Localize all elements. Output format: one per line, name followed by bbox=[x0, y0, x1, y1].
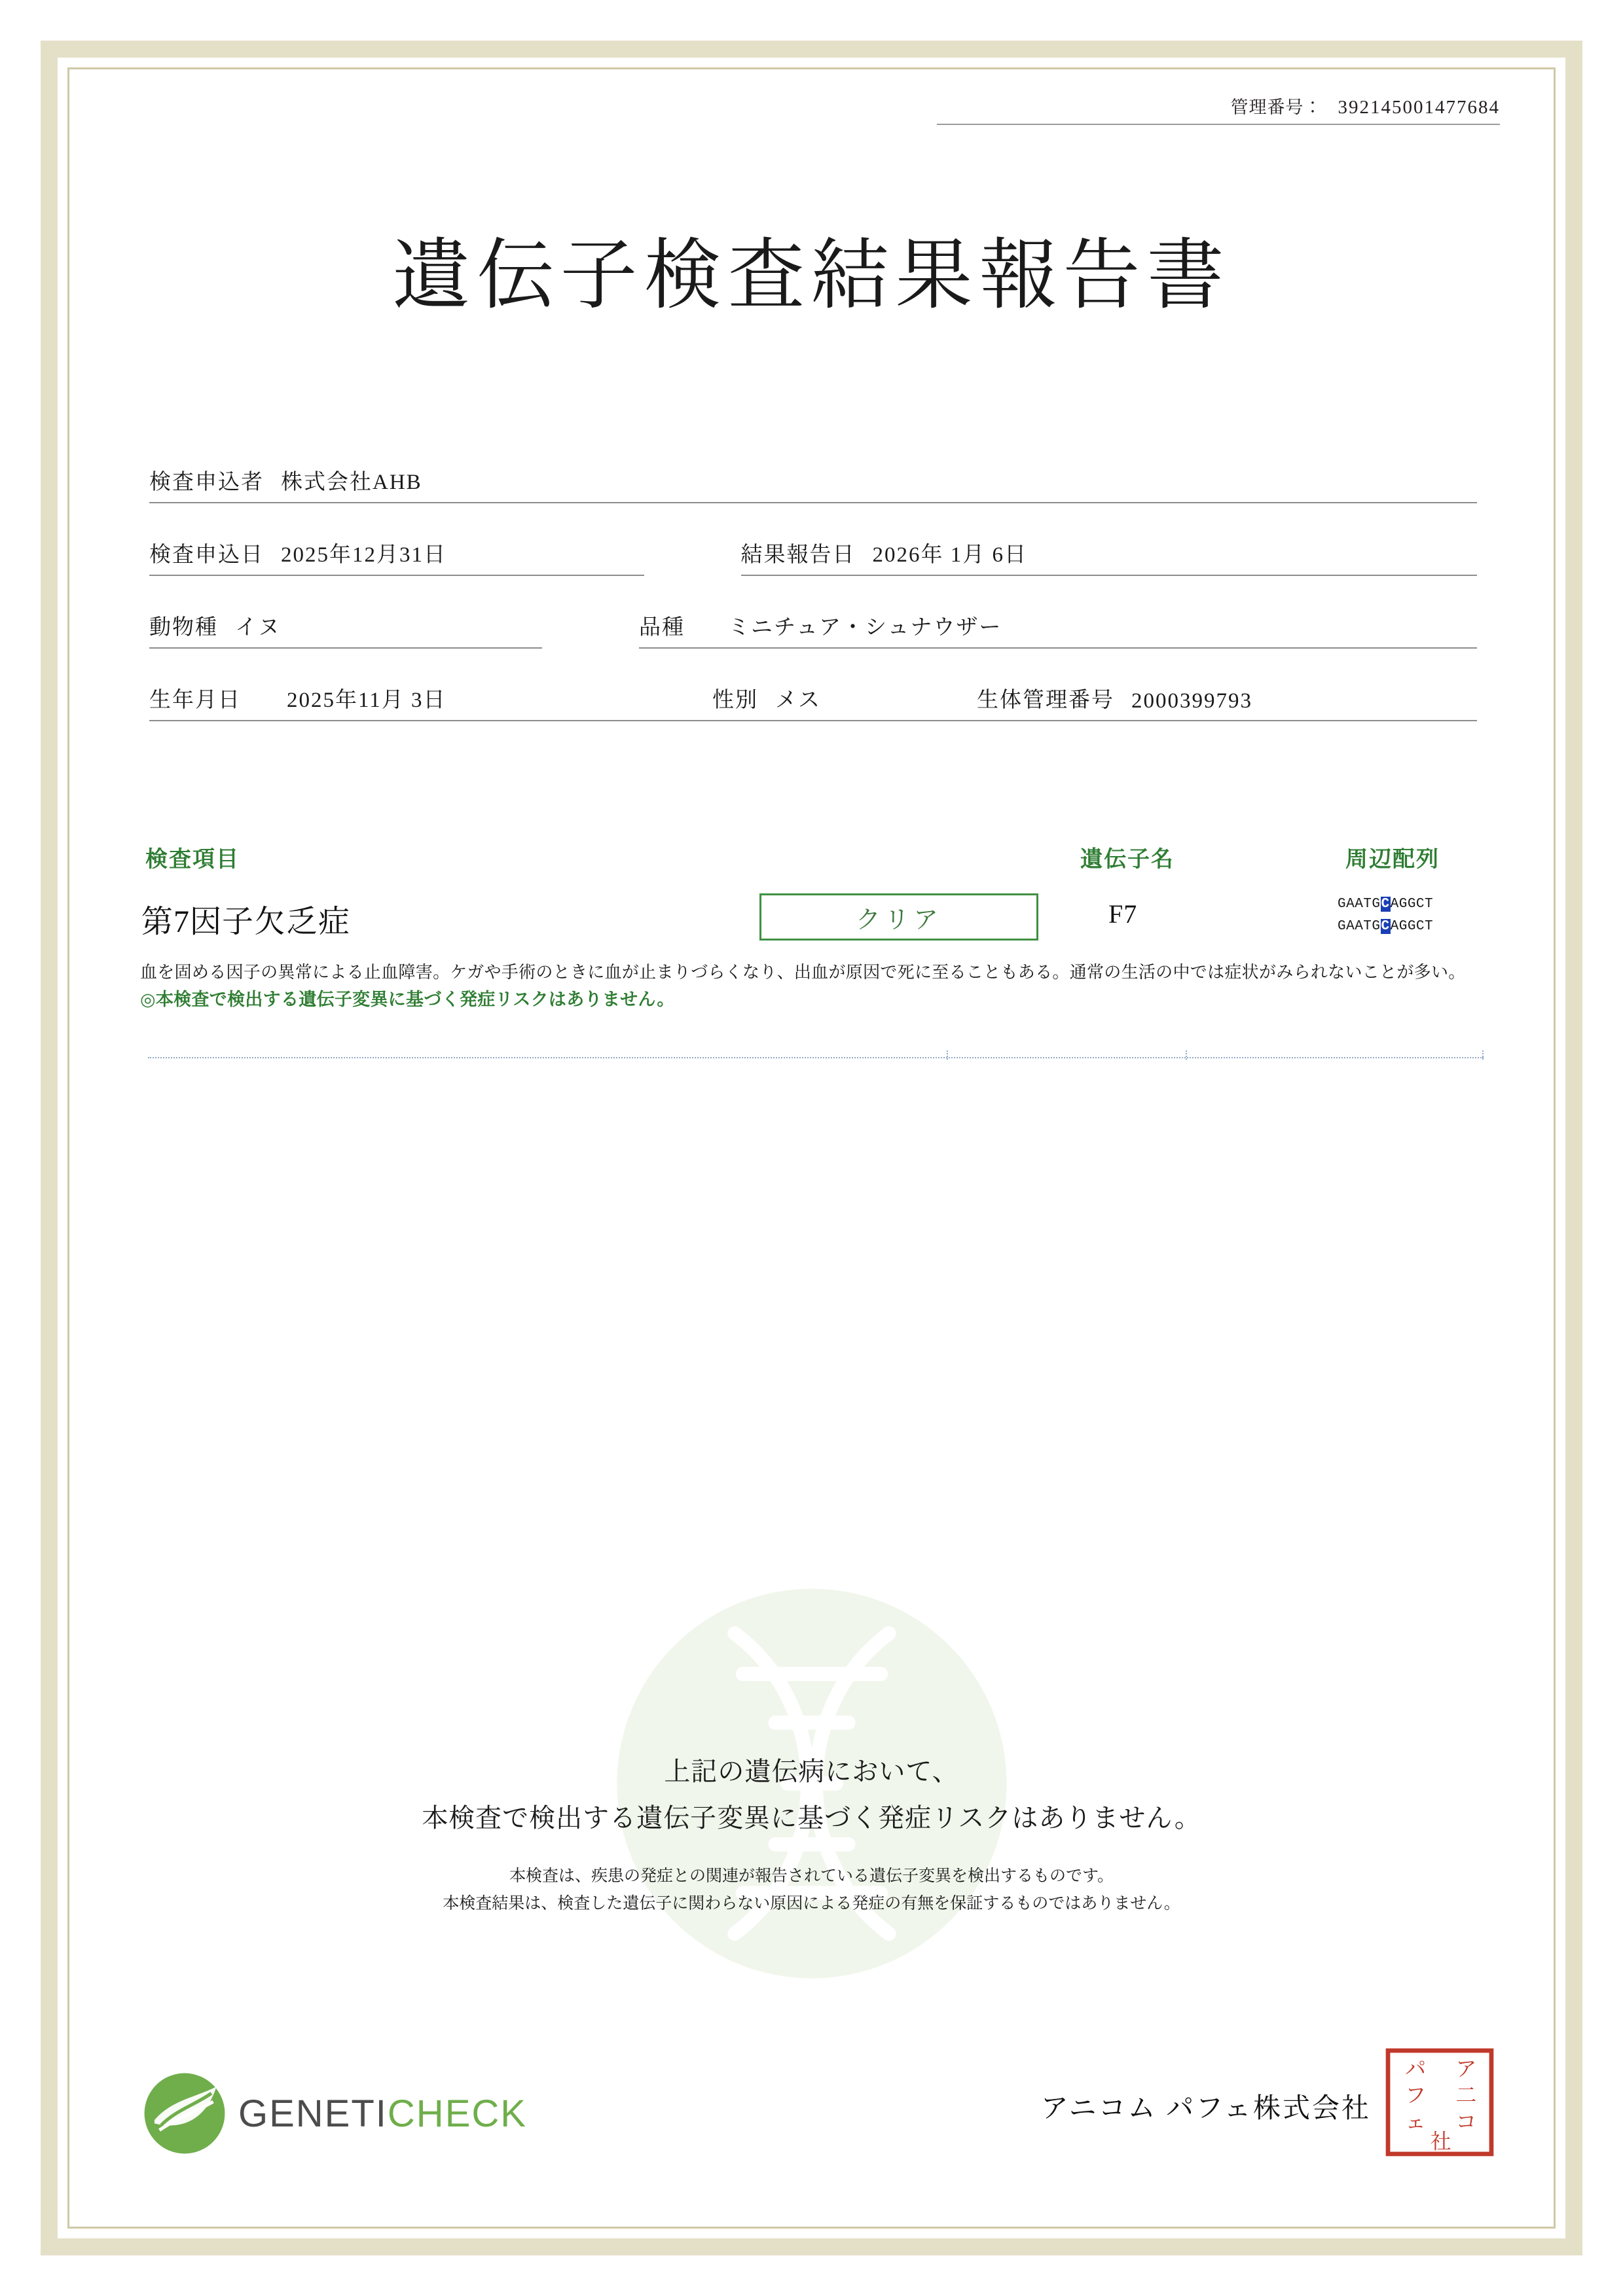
page-title: 遺伝子検査結果報告書 bbox=[392, 233, 1231, 319]
logo-word-dark: GENETI bbox=[238, 2092, 388, 2135]
sex-label: 性別 bbox=[712, 689, 758, 712]
field-apply-date bbox=[149, 537, 644, 576]
breed-label: 品種 bbox=[639, 616, 685, 639]
report-date-label: 結果報告日 bbox=[740, 543, 856, 567]
sequence-line-1 bbox=[1338, 897, 1433, 912]
table-row bbox=[98, 887, 1525, 952]
field-animal-id bbox=[977, 683, 1477, 721]
test-item-name: 第7因子欠乏症 bbox=[141, 905, 351, 939]
svg-text:パ: パ bbox=[1405, 2057, 1427, 2081]
svg-text:二: 二 bbox=[1455, 2084, 1477, 2107]
summary-disclaimer bbox=[98, 1862, 1525, 1917]
report-content bbox=[98, 79, 1525, 2217]
geneticheck-logo bbox=[143, 2072, 527, 2155]
sex-value: メス bbox=[775, 689, 821, 712]
animal-id-value: 2000399793 bbox=[1131, 689, 1252, 713]
svg-text:フ: フ bbox=[1405, 2084, 1427, 2107]
description-note: ◎本検査で検出する遺伝子変異に基づく発症リスクはありません。 bbox=[140, 990, 675, 1009]
animal-id-label: 生体管理番号 bbox=[977, 689, 1114, 712]
field-breed bbox=[639, 610, 1477, 649]
company-seal-stamp bbox=[1385, 2047, 1495, 2157]
management-number-label: 管理番号： bbox=[1230, 98, 1322, 117]
info-row-applicant bbox=[149, 465, 1477, 503]
management-number-value: 392145001477684 bbox=[1338, 97, 1500, 118]
birthdate-value: 2025年11月 3日 bbox=[287, 689, 447, 712]
info-row-dates bbox=[149, 537, 1477, 576]
svg-text:コ: コ bbox=[1455, 2110, 1477, 2134]
divider-tick bbox=[1482, 1050, 1484, 1060]
status-badge: クリア bbox=[759, 893, 1038, 941]
gene-name: F7 bbox=[1108, 899, 1138, 929]
surrounding-sequence bbox=[1338, 893, 1433, 938]
summary-line-2: 本検査で検出する遺伝子変異に基づく発症リスクはありません。 bbox=[422, 1804, 1201, 1833]
logo-word-green: CHECK bbox=[387, 2092, 527, 2135]
test-description bbox=[140, 959, 1489, 1013]
divider-dotted bbox=[148, 1057, 1484, 1058]
seq-left-1: GAATG bbox=[1338, 897, 1381, 912]
info-row-species bbox=[149, 610, 1477, 649]
species-value: イヌ bbox=[235, 616, 281, 639]
company-name: アニコム パフェ株式会社 bbox=[1040, 2094, 1371, 2124]
sequence-line-2 bbox=[1338, 919, 1433, 934]
disclaimer-line-2: 本検査結果は、検査した遺伝子に関わらない原因による発症の有無を保証するものではありません。 bbox=[443, 1894, 1180, 1912]
birthdate-label: 生年月日 bbox=[149, 689, 241, 712]
divider-tick bbox=[1186, 1050, 1187, 1060]
logo-wordmark bbox=[238, 2092, 527, 2136]
apply-date-value: 2025年12月31日 bbox=[281, 543, 447, 567]
management-number bbox=[937, 93, 1500, 125]
field-applicant bbox=[149, 465, 1477, 503]
apply-date-label: 検査申込日 bbox=[149, 543, 264, 567]
seq-left-2: GAATG bbox=[1338, 919, 1381, 934]
summary-line-1: 上記の遺伝病において、 bbox=[664, 1757, 959, 1786]
info-row-birth bbox=[149, 683, 1477, 721]
info-block bbox=[149, 465, 1477, 755]
svg-text:ェ: ェ bbox=[1405, 2110, 1427, 2134]
results-table-header bbox=[98, 841, 1525, 872]
svg-text:社: 社 bbox=[1430, 2130, 1451, 2153]
disclaimer-line-1: 本検査は、疾患の発症との関連が報告されている遺伝子変異を検出するものです。 bbox=[509, 1867, 1114, 1885]
seq-variant-1: C bbox=[1381, 897, 1390, 912]
field-species bbox=[149, 610, 542, 649]
column-header-sequence: 周辺配列 bbox=[1345, 848, 1440, 872]
seq-variant-2: C bbox=[1381, 919, 1390, 934]
applicant-value: 株式会社AHB bbox=[281, 471, 422, 494]
seq-right-2: AGGCT bbox=[1390, 919, 1434, 934]
breed-value: ミニチュア・シュナウザー bbox=[728, 616, 1002, 639]
svg-text:ア: ア bbox=[1455, 2057, 1477, 2081]
divider-tick bbox=[947, 1050, 948, 1060]
applicant-label: 検査申込者 bbox=[149, 471, 264, 494]
report-date-value: 2026年 1月 6日 bbox=[872, 543, 1028, 567]
species-label: 動物種 bbox=[149, 616, 218, 639]
column-header-gene: 遺伝子名 bbox=[1080, 848, 1175, 872]
leaf-dna-logo-icon bbox=[143, 2072, 227, 2155]
summary-block bbox=[98, 1751, 1525, 1917]
description-text: 血を固める因子の異常による止血障害。ケガや手術のときに血が止まりづらくなり、出血が原因で死に至ることもある。通常の生活の中では症状がみられないことが多い。 bbox=[140, 962, 1466, 982]
field-sex bbox=[712, 683, 977, 721]
field-birthdate bbox=[149, 683, 712, 721]
field-report-date bbox=[741, 537, 1477, 576]
seq-right-1: AGGCT bbox=[1390, 897, 1434, 912]
column-header-item: 検査項目 bbox=[145, 848, 240, 872]
